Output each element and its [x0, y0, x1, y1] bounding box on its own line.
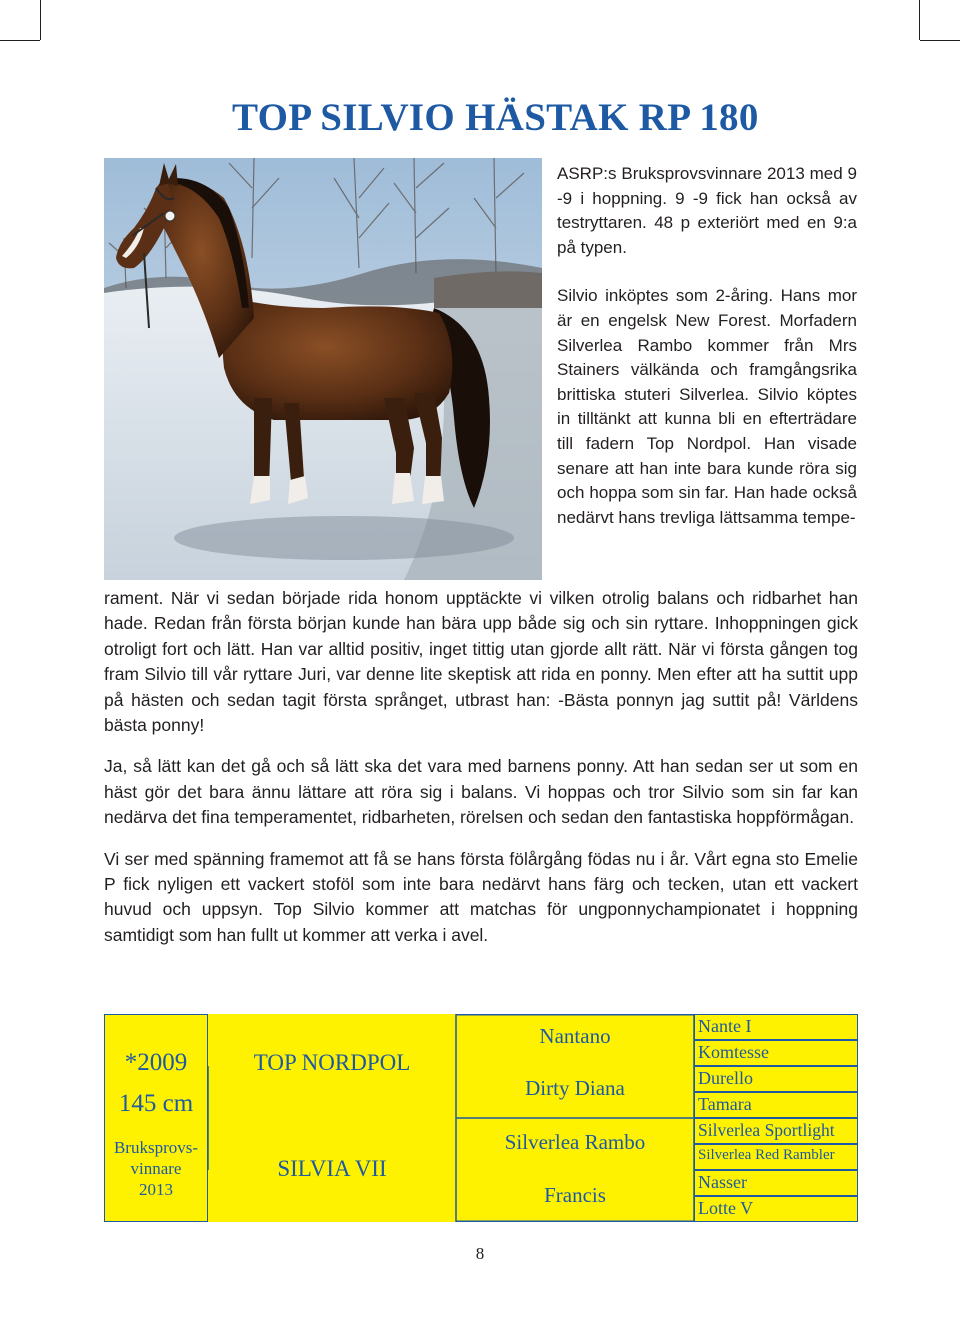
horse-photo: [104, 158, 542, 580]
pedigree-height: 145 cm: [118, 1090, 194, 1117]
pedigree-great-grandparent-8: Lotte V: [698, 1198, 754, 1218]
pedigree-great-grandparent-6: Silverlea Red Rambler: [698, 1147, 835, 1163]
crop-mark-top-right: [919, 0, 920, 40]
crop-mark-top-right-h: [920, 40, 960, 41]
body-paragraph-3: Vi ser med spänning framemot att få se hans första fölårgång födas nu i år. Vårt egna sto Emelie P fick nyligen ett vackert stoföl som inte bara nedärvt hans färg och tecken, utan ett vackert huvud och uppsyn. Top Silvio kommer att matchas för ungponnychampionatet i hoppning samtidigt som han fullt ut kommer att verka i avel.: [104, 848, 858, 945]
pedigree-award-line1: Bruksprovs-: [113, 1138, 199, 1157]
pedigree-great-grandparent-4: Tamara: [698, 1094, 752, 1114]
pedigree-grandparent-3: Silverlea Rambo: [504, 1130, 646, 1154]
pedigree-grandparent-2: Dirty Diana: [525, 1076, 625, 1100]
body-paragraph-1: rament. När vi sedan började rida honom upptäckte vi vilken otrolig balans och ridbarhet han hade. Redan från första början kunde han bära upp både sig och sin ryttare. Inhoppningen gick otroligt fort och lätt. Han var alltid positiv, inget tittig utan gjorde allt rätt. När vi första gången tog fram Silvio till vår ryttare Juri, var denne lite skeptisk att rida en ponny. Men efter att ha suttit upp på hästen och sedan tagit första språnget, utbrast han: -Bästa ponnyn jag suttit på! Världens bästa ponny!: [104, 588, 858, 736]
pedigree-born: *2009: [124, 1049, 188, 1076]
pedigree-great-grandparent-2: Komtesse: [698, 1042, 769, 1062]
crop-mark-top-left-h: [0, 40, 40, 41]
pedigree-award-line2: vinnare: [130, 1159, 182, 1178]
page-title: TOP SILVIO HÄSTAK RP 180: [232, 96, 759, 139]
side-paragraph-1: ASRP:s Bruksprovsvinnare 2013 med 9 -9 i hoppning. 9 -9 fick han också av testryttaren. 48 p exteriört med en 9:a på typen.: [557, 164, 857, 257]
pedigree-great-grandparent-5: Silverlea Sportlight: [698, 1120, 835, 1140]
pedigree-great-grandparent-3: Durello: [698, 1068, 753, 1088]
pedigree-table: [104, 1014, 858, 1222]
pedigree-dam: SILVIA VII: [277, 1156, 387, 1181]
crop-mark-top-left: [40, 0, 41, 40]
body-paragraph-2: Ja, så lätt kan det gå och så lätt ska det vara med barnens ponny. Att han sedan ser ut som en häst gör det bara ännu lättare att röra sig i balans. Vi hoppas och tror Silvio som sin far kan nedärva det fina temperamentet, ridbarheten, rörelsen och sedan den fantastiska hoppförmågan.: [104, 756, 858, 828]
pedigree-grandparent-1: Nantano: [539, 1024, 611, 1048]
pedigree-grandparent-4: Francis: [544, 1183, 606, 1207]
side-text-column: [557, 162, 857, 530]
side-paragraph-2: Silvio inköptes som 2-åring. Hans mor är en engelsk New Forest. Morfadern Silverlea Rambo kommer från Mrs Stainers välkända och framgångsrika brittiska stuteri Silverlea. Silvio köptes in tilltänkt att kunna bli en efterträdare till fadern Top Nordpol. Han visade senare att han inte bara kunde röra sig och hoppa som sin far. Han hade också nedärvt hans trevliga lättsamma tempe-: [557, 286, 857, 527]
horse-photo-illustration: [104, 158, 542, 580]
pedigree-great-grandparent-1: Nante I: [698, 1016, 752, 1036]
pedigree-sire: TOP NORDPOL: [253, 1050, 411, 1075]
body-text: [104, 586, 858, 948]
pedigree-award-year: 2013: [139, 1180, 173, 1199]
pedigree-great-grandparent-7: Nasser: [698, 1172, 747, 1192]
page-number: 8: [475, 1244, 485, 1263]
